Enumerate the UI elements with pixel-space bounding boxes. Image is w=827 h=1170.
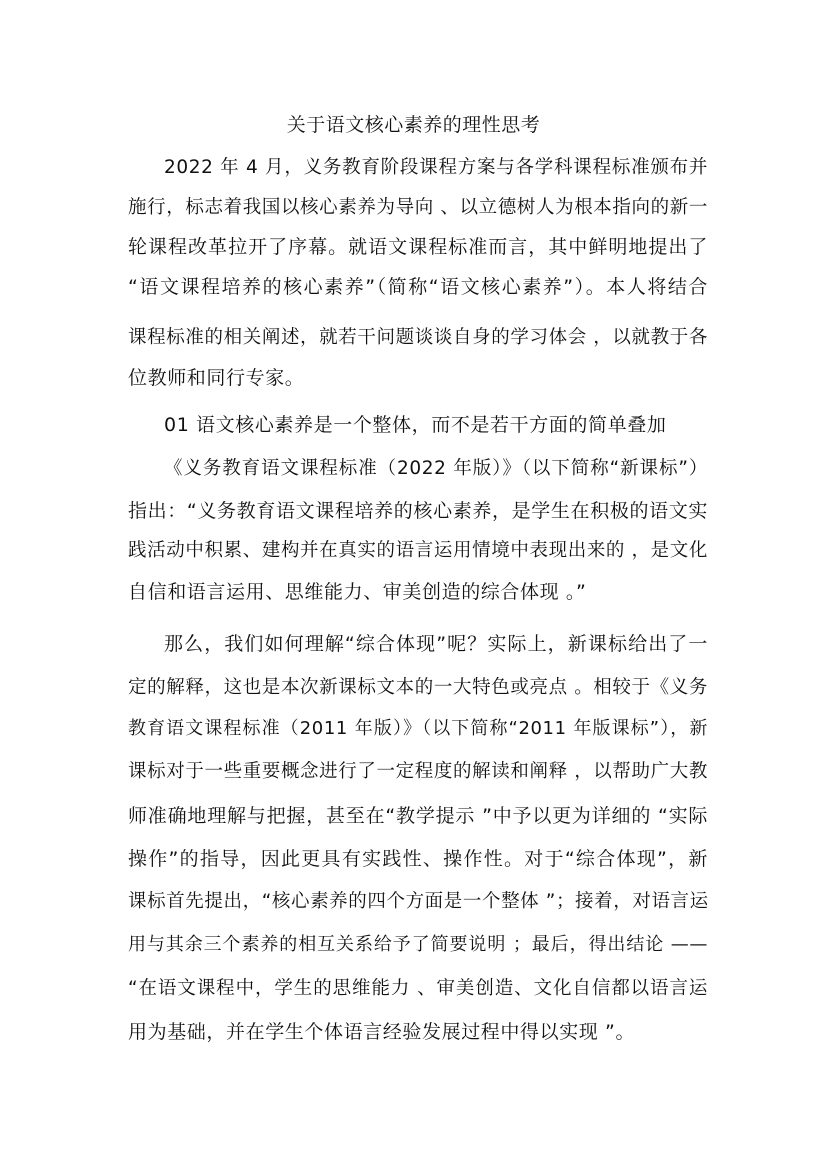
paragraph-line: 用与其余三个素养的相互关系给予了简要说明 ；最后，得出结论 —— <box>128 934 708 955</box>
paragraph-line: 位教师和同行专家。 <box>128 367 305 389</box>
paragraph-line: 自信和语言运用、思维能力、审美创造的综合体现 。” <box>128 581 587 603</box>
paragraph-line: 教育语文课程标准（2011 年版）》（以下简称“2011 年版课标”），新 <box>128 718 708 739</box>
paragraph-line: 施行，标志着我国以核心素养为导向 、以立德树人为根本指向的新一 <box>128 197 708 218</box>
paragraph-line: 《义务教育语文课程标准（2022 年版）》（以下简称“新课标”） <box>164 458 708 479</box>
paragraph-line: 2022 年 4 月，义务教育阶段课程方案与各学科课程标准颁布并 <box>164 157 708 178</box>
paragraph-line: 课标对于一些重要概念进行了一定程度的解读和阐释 ，以帮助广大教 <box>128 761 708 782</box>
paragraph-line: 指出：“义务教育语文课程培养的核心素养，是学生在积极的语文实 <box>128 500 708 522</box>
paragraph-line: 课程标准的相关阐述，就若干问题谈谈自身的学习体会 ，以就教于各 <box>128 327 708 348</box>
paragraph-line: 轮课程改革拉开了序幕。就语文课程标准而言，其中鲜明地提出了 <box>128 236 708 258</box>
document-title: 关于语文核心素养的理性思考 <box>286 114 541 136</box>
section-heading: 01 语文核心素养是一个整体，而不是若干方面的简单叠加 <box>164 414 667 436</box>
paragraph-line: 课标首先提出，“核心素养的四个方面是一个整体 ”；接着，对语言运 <box>128 891 709 912</box>
paragraph-line: 践活动中积累、建构并在真实的语言运用情境中表现出来的 ，是文化 <box>128 540 708 561</box>
paragraph-line: 用为基础，并在学生个体语言经验发展过程中得以实现 ”。 <box>128 1021 636 1043</box>
paragraph-line: 师准确地理解与把握，甚至在“教学提示 ”中予以更为详细的 “实际 <box>128 805 708 827</box>
paragraph-line: 定的解释，这也是本次新课标文本的一大特色或亮点 。相较于《义务 <box>128 677 708 698</box>
paragraph-line: “在语文课程中，学生的思维能力 、审美创造、文化自信都以语言运 <box>128 978 708 999</box>
paragraph-line: 操作”的指导，因此更具有实践性、操作性。对于“综合体现”，新 <box>128 848 708 870</box>
paragraph-line: 那么，我们如何理解“综合体现”呢？实际上，新课标给出了一 <box>164 633 708 655</box>
paragraph-line: “语文课程培养的核心素养”（简称“语文核心素养”）。本人将结合 <box>128 276 708 298</box>
